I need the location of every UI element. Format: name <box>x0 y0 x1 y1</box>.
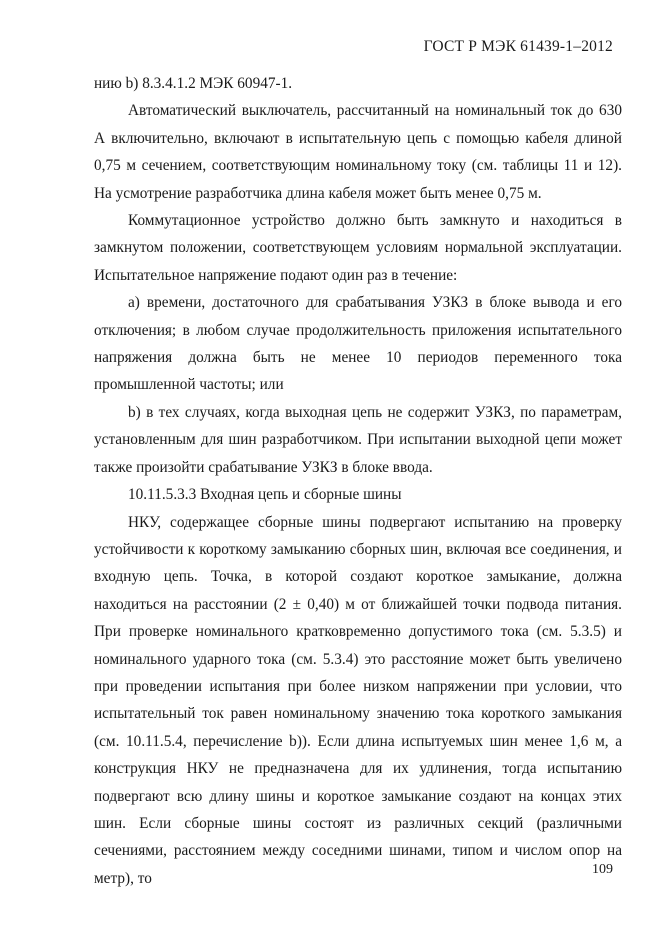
page-number: 109 <box>592 862 613 877</box>
section-heading-10-11-5-3-3: 10.11.5.3.3 Входная цепь и сборные шины <box>128 486 402 504</box>
list-item-b: b) в тех случаях, когда выходная цепь не содержит УЗКЗ, по параметрам, установленным для шин разработчиком. При испытании выходной цепи может также произойти срабатывание УЗКЗ в блоке ввода. <box>94 403 622 476</box>
paragraph-circuit-breaker: Автоматический выключатель, рассчитанный на номинальный ток до 630 А включительно, включают в испытательную цепь с помощью кабеля длиной 0,75 м сечением, соответствующим номинальному току (см. таблицы 11 и 12). На усмотрение разработчика длина кабеля может быть менее 0,75 м. <box>94 102 622 202</box>
paragraph-busbars: НКУ, содержащее сборные шины подвергают испытанию на проверку устойчивости к короткому замыканию сборных шин, включая все соединения, и входную цепь. Точка, в которой создают короткое замыкание, должна находиться на расстоянии (2 ± 0,40) м от ближайшей точки подвода питания. При проверке номинального кратковременно допустимого тока (см. 5.3.5) и номинального ударного тока (см. 5.3.4) это расстояние может быть увеличено при проведении испытания при более низком напряжении при условии, что испытательный ток равен номинальному значению тока короткого замыкания (см. 10.11.5.4, перечисление b)). Если длина испытуемых шин менее 1,6 м, а конструкция НКУ не предназначена для их удлинения, тогда испытанию подвергают всю длину шины и короткое замыкание создают на концах этих шин. Если сборные шины состоят из различных секций (различными сечениями, расстоянием между соседними шинами, типом и числом опор на метр), то <box>94 513 622 887</box>
page-header-standard: ГОСТ Р МЭК 61439-1–2012 <box>423 38 613 55</box>
paragraph-switching-device: Коммутационное устройство должно быть замкнуто и находиться в замкнутом положении, соответствующем условиям нормальной эксплуатации. Испытательное напряжение подают один раз в течение: <box>94 212 622 284</box>
list-item-a: a) времени, достаточного для срабатывания УЗКЗ в блоке вывода и его отключения; в любом случае продолжительность приложения испытательного напряжения должна быть не менее 10 периодов переменного тока промышленной частоты; или <box>94 294 622 394</box>
paragraph-continuation: нию b) 8.3.4.1.2 МЭК 60947-1. <box>94 75 293 92</box>
document-body <box>94 70 622 892</box>
